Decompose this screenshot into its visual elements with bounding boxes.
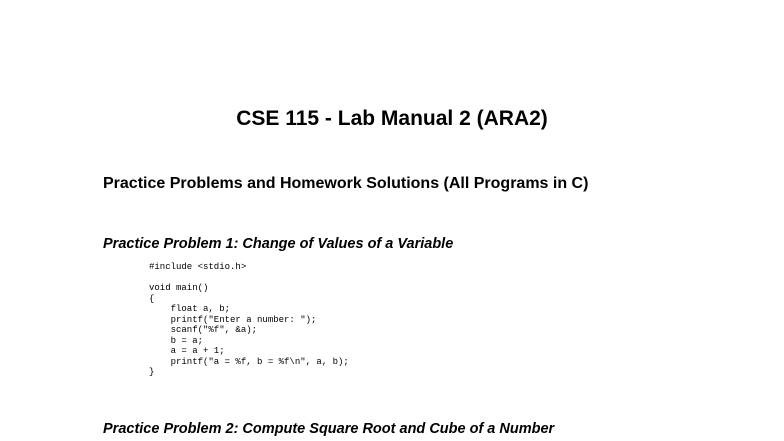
document-title: CSE 115 - Lab Manual 2 (ARA2) xyxy=(236,107,548,130)
problem-2-heading: Practice Problem 2: Compute Square Root and Cube of a Number xyxy=(103,421,555,437)
code-line xyxy=(149,273,349,284)
code-line: printf("a = %f, b = %f\n", a, b); xyxy=(149,356,349,367)
code-line: #include <stdio.h> xyxy=(149,262,247,272)
code-line: void main() xyxy=(149,283,209,293)
code-line: { xyxy=(149,293,155,304)
document-subtitle: Practice Problems and Homework Solutions (All Programs in C) xyxy=(103,175,589,192)
code-line: b = a; xyxy=(149,335,204,346)
code-line: a = a + 1; xyxy=(149,346,225,356)
problem-1-code-block xyxy=(149,262,349,378)
problem-1-heading: Practice Problem 1: Change of Values of a Variable xyxy=(103,236,454,252)
code-line: printf("Enter a number: "); xyxy=(149,314,317,325)
code-line: scanf("%f", &a); xyxy=(149,325,258,335)
code-line: float a, b; xyxy=(149,304,231,314)
code-line: } xyxy=(149,367,155,377)
